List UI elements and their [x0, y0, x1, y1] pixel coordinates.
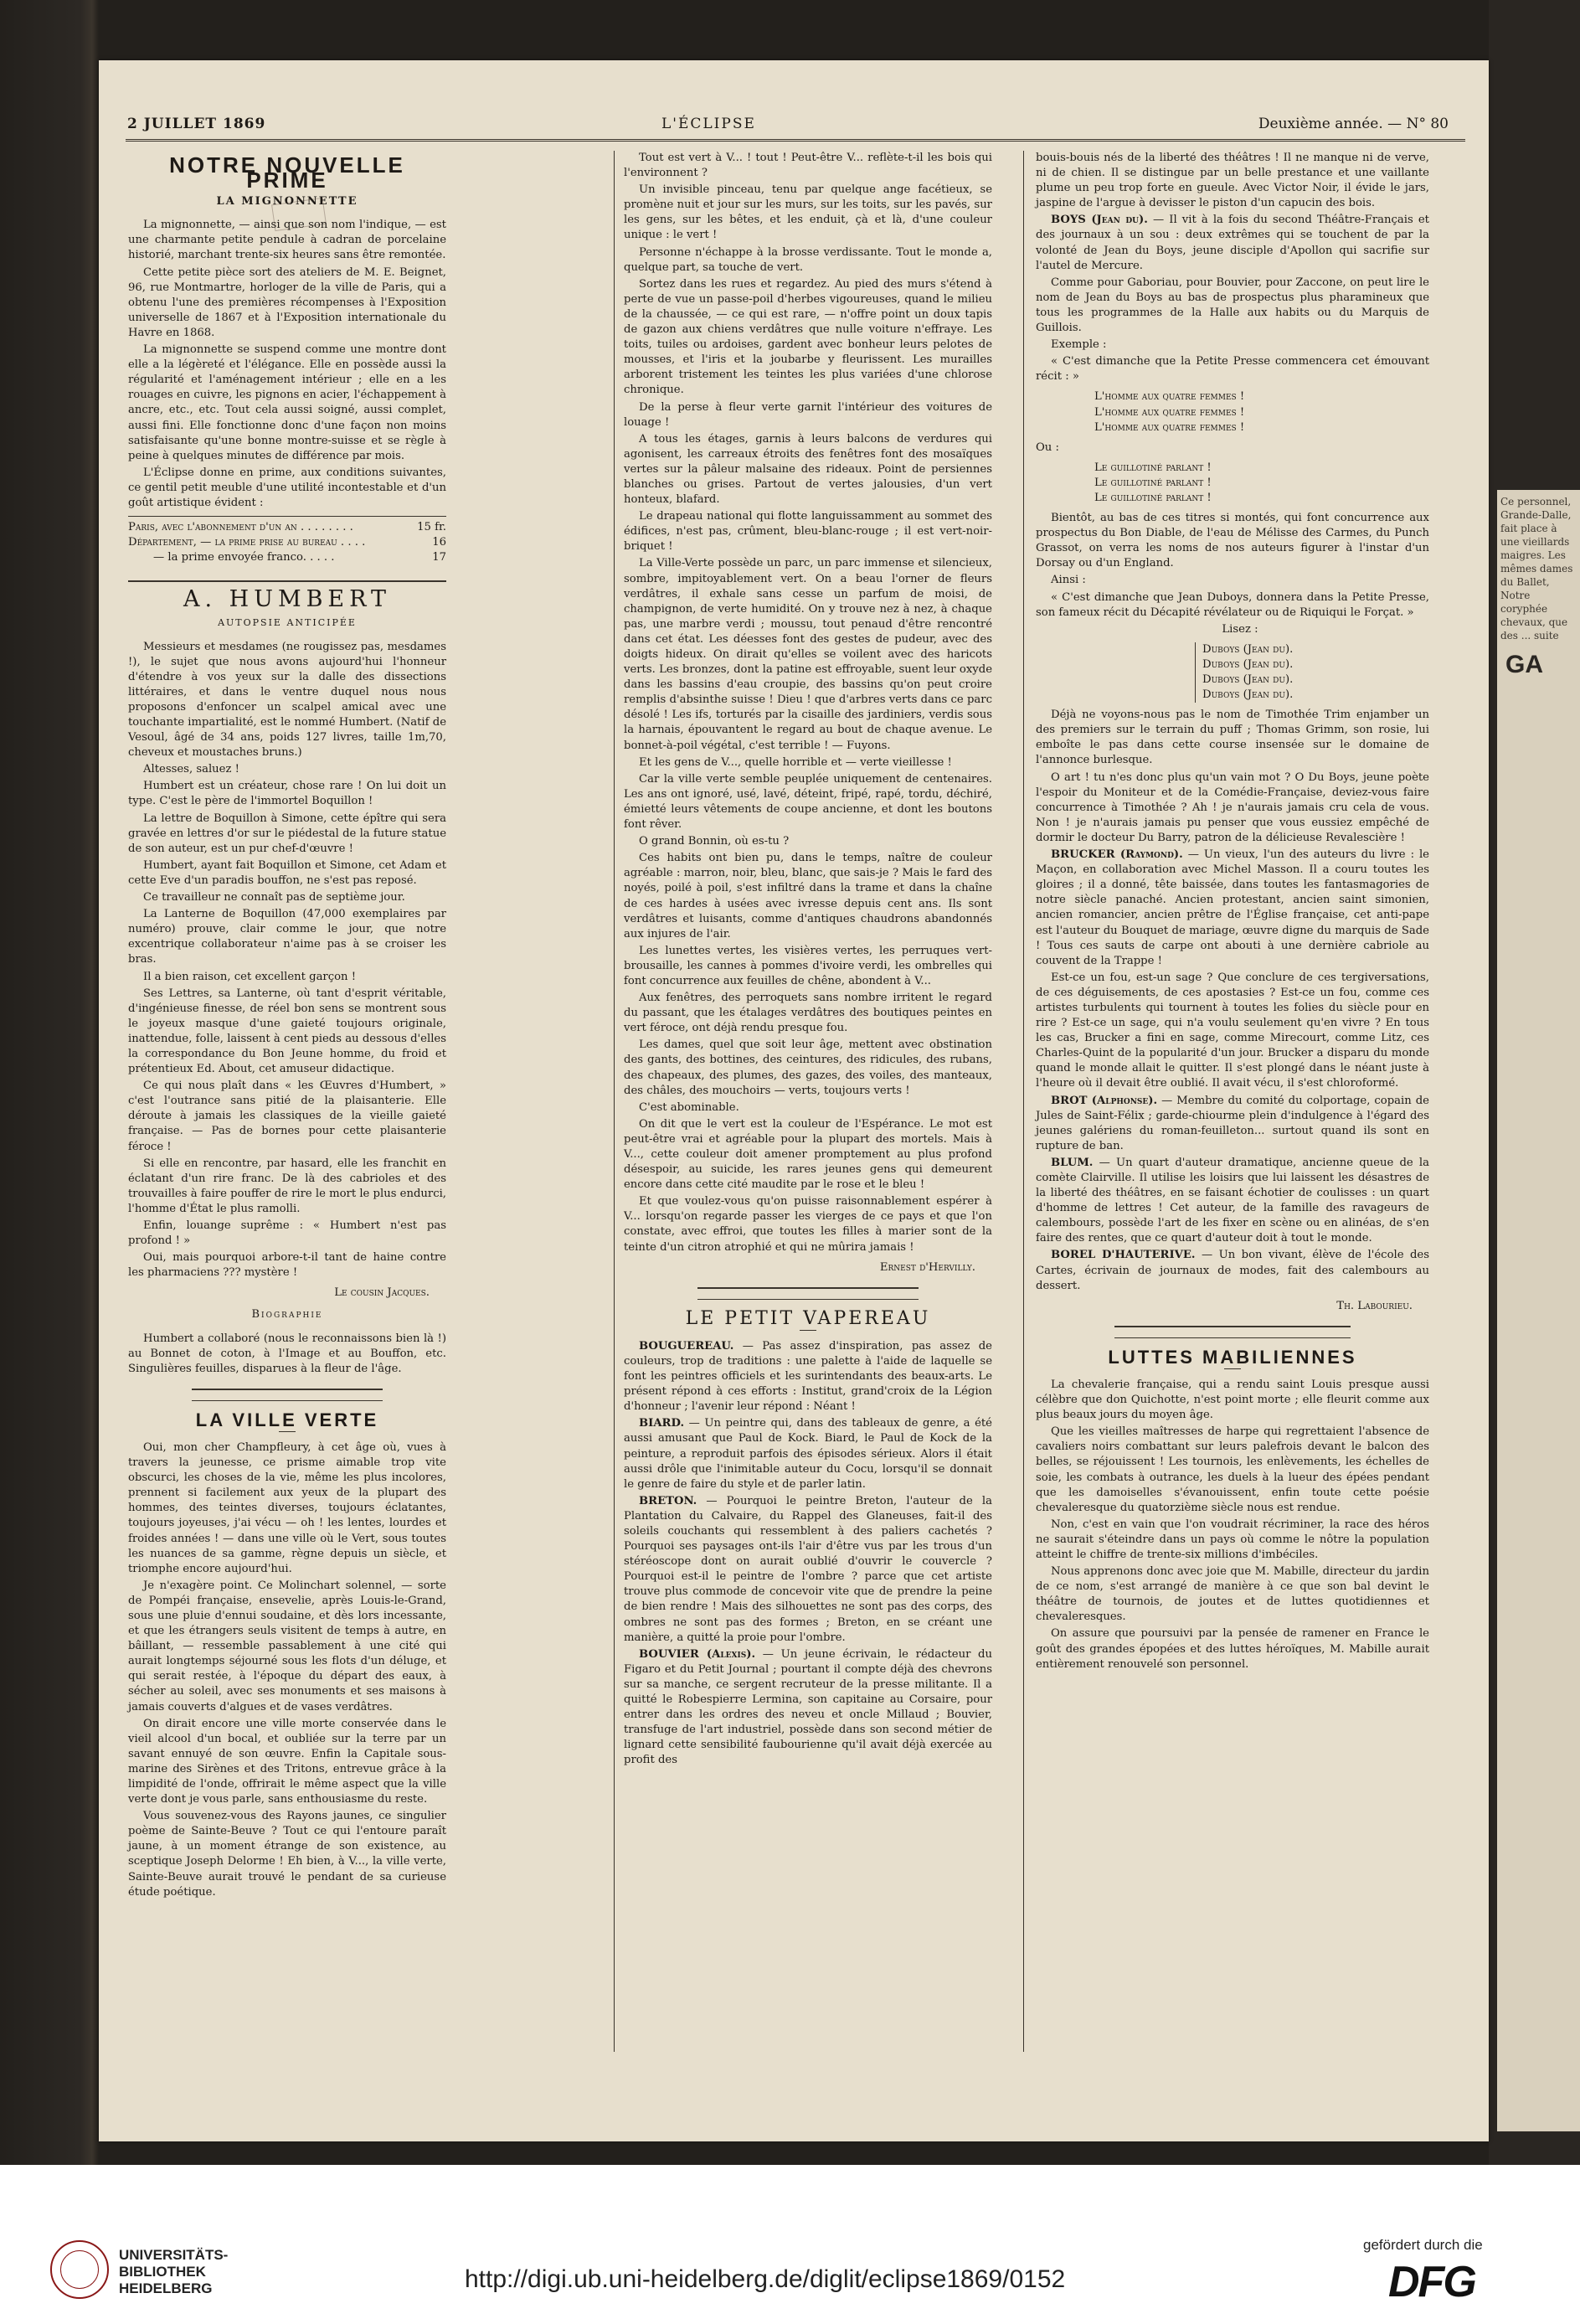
title-list-1: L'homme aux quatre femmes ! L'homme aux quatre femmes ! L'homme aux quatre femmes ! — [1094, 390, 1245, 434]
funding-note: gefördert durch die — [1363, 2237, 1483, 2253]
ville-para: Vous souvenez-vous des Rayons jaunes, ce singulier poème de Sainte-Beuve ? Tout ce qui l'entoure paraît jaune, à un moment étrange de son existence, au sceptique Joseph Delorme ! Eh bien, à V..., la ville verte, Sainte-Beuve aurait trouvé le pendant de sa curieuse étude poétique. — [128, 1810, 446, 1899]
boys-para: « C'est dimanche que la Petite Presse commencera cet émouvant récit : » — [1036, 355, 1429, 384]
next-page-heading: GA — [1505, 651, 1543, 678]
humbert-title: A. HUMBERT — [128, 580, 446, 607]
boys-para: Bientôt, au bas de ces titres si montés, qui font concurrence aux prospectus du Bon Diable, de l'eau de Mélisse des Carmes, du Punch Grassot, on verra les noms de nos auteurs figurer à l'instar d'un Dorsay ou d'un England. — [1036, 512, 1429, 570]
brucker-para: Est-ce un fou, est-un sage ? Que conclure de ces tergiversations, de ces déguisements, de ces apostasies ? Est-ce un fou, comme ces artistes turbulents qui tournent à toutes les folies du siècle pour en rire ? Est-ce un sage, qui n'a voulu seulement qu'en vivre ? En tous les cas, Brucker a fini en sage, comme Mirecourt, comme Litz, ces Charles-Quint de la popularité d'un jour. Brucker a disparu du monde quand le monde allait le quitter. Il s'est plongé dans le néant juste à l'heure où il devait être oublié. Il avait vécu, il s'est chloroformé. — [1036, 971, 1429, 1090]
humbert-para: Messieurs et mesdames (ne rougissez pas, mesdames !), le sujet que nous avons aujourd'hui l'honneur d'étendre à vos yeux sur la dalle des dissections littéraires, et dans le ventre duquel nous nous proposons d'enfoncer un scalpel amical avec une touchante impartialité, est le nommé Humbert. (Natif de Vesoul, âgé de 34 ans, poids 127 livres, taille 1m,70, cheveux et moustaches bruns.) — [128, 640, 446, 760]
boys-para: O art ! tu n'es donc plus qu'un vain mot ? O Du Boys, jeune poète l'espoir du Moniteur et de la Comédie-Française, deviez-vous faire concurrence à Timothée ? Ah ! je n'aurais jamais cru cela de vous. Non ! je n'aurais jamais pu penser que vous eussiez empêché de dormir le docteur Du Barry, patron de la délicieuse Revalescière ! — [1036, 770, 1429, 844]
luttes-para: On assure que poursuivi par la pensée de ramener en France le goût des grandes épopées et des luttes héroïques, M. Mabille aurait entièrement renouvelé son personnel. — [1036, 1627, 1429, 1671]
page-header — [126, 111, 1465, 142]
ville-cont-para: Tout est vert à V... ! tout ! Peut-être V... reflète-t-il les bois qui l'environnent ? — [624, 152, 992, 180]
ville-cont-para: Et les gens de V..., quelle horrible et — verte vieillesse ! — [639, 755, 952, 769]
ville-title: LA VILLE VERTE — [195, 1409, 379, 1430]
header-date: 2 JUILLET 1869 — [127, 116, 266, 132]
ville-cont-para: O grand Bonnin, où es-tu ? — [639, 835, 790, 848]
humbert-para: Humbert, ayant fait Boquillon et Simone, cet Adam et cette Eve d'un paradis bouffon, ne s'est pas reposé. — [128, 858, 446, 887]
ville-cont-para: Le drapeau national qui flotte languissamment au sommet des édifices, n'est pas, crûment, bleu-blanc-rouge ; il est vert-noir-briquet ! — [624, 510, 992, 554]
column-rule-1 — [614, 151, 615, 2052]
ville-cont-para: C'est abominable. — [639, 1100, 739, 1114]
brot-entry: BROT (Alphonse). — Membre du comité du colportage, copain de Jules de Saint-Félix ; garde-chiourme plein d'indulgence à l'égard des jeunes galériens du roman-feuilleton... surtout quand ils sont en rupture de ban. — [1036, 1094, 1429, 1152]
boys-para: Ainsi : — [1051, 574, 1086, 587]
vapereau-title: LE PETIT VAPEREAU — [685, 1307, 931, 1329]
next-page-edge — [1497, 490, 1580, 2131]
column-1 — [128, 151, 446, 1902]
boys-para: « C'est dimanche que Jean Duboys, donnera dans la Petite Presse, son fameux récit du Décapité révélateur ou de Riquiqui le Forçat. » — [1036, 590, 1429, 619]
ville-signature: Ernest d'Hervilly. — [879, 1260, 975, 1274]
ville-cont-para: Un invisible pinceau, tenu par quelque ange facétieux, se promène nuit et jour sur les murs, sur les toits, sur les pavés, sur les gens, sur les bêtes, et les enduit, çà et là, d'une couleur unique : le vert ! — [624, 183, 992, 242]
prime-subtitle: LA MIGNONNETTE — [216, 195, 358, 209]
ville-cont-para: On dit que le vert est la couleur de l'Espérance. Le mot est peut-être vrai et agréable pour la plupart des mortels. Mais à V..., cette couleur doit amener promptement au plus profond désespoir, au suicide, les rares jeunes gens qui demeurent encore dans cette cité maudite par le rose et le bleu ! — [624, 1117, 992, 1192]
humbert-signature: Le cousin Jacques. — [334, 1286, 430, 1300]
humbert-para: La Lanterne de Boquillon (47,000 exemplaires par numéro) prouve, clair comme le jour, que notre excentrique collaborateur n'aime pas à se croiser les bras. — [128, 908, 446, 966]
ornament-divider — [1114, 1326, 1351, 1338]
prime-title: NOTRE NOUVELLE PRIME — [169, 152, 405, 193]
ville-cont-para: Sortez dans les rues et regardez. Au pied des murs s'étend à perte de vue un passe-poil d'herbes vigoureuses, quand le milieu de la chaussée, — ce qui est rare, — n'offre point un doux tapis de gazon aux chiens verdâtres que nulle voiture n'effraye. Les toits, tuiles ou ardoises, gardent avec bonheur leurs pelotes de mousses, et l'iris et la joubarbe y fleurissent. Les murailles arborent tristement les teintes les plus variées d'une chlorose chronique. — [624, 277, 992, 397]
vapereau-entry: BOUVIER (Alexis). — Un jeune écrivain, le rédacteur du Figaro et du Petit Journal ; pourtant il compte déjà des chevrons sur sa manche, ce sergent recruteur de la presse militante. Il a quitté le Robespierre Lermina, son capitaine au Corsaire, pour entrer dans les ordres des neveu et oncle Millaud ; Bouvier, transfuge de l'art industriel, possède dans son second métier de lignard cette sensibilité faubourienne qu'il avait déjà exercée au profit des — [624, 1647, 992, 1767]
humbert-para: La lettre de Boquillon à Simone, cette épître qui sera gravée en lettres d'or sur le piédestal de la future statue de son auteur, est un pur chef-d'œuvre ! — [128, 812, 446, 855]
column-3 — [1036, 151, 1429, 1674]
library-name[interactable]: UNIVERSITÄTS- BIBLIOTHEK HEIDELBERG — [119, 2247, 229, 2296]
university-seal-icon — [50, 2240, 109, 2299]
dfg-logo[interactable]: DFG — [1388, 2258, 1475, 2306]
bouvier-cont: bouis-bouis nés de la liberté des théâtres ! Il ne manque ni de verve, ni de chien. Il se distingue par un belle prestance et une vaillante plume un peu trop forte en gueule. Avec Victor Noir, il évide le jars, jaspine de l'argue à devisser le piston d'un capucin des bois. — [1036, 152, 1429, 210]
humbert-para: Oui, mais pourquoi arbore-t-il tant de haine contre les pharmaciens ??? mystère ! — [128, 1251, 446, 1280]
luttes-para: Nous apprenons donc avec joie que M. Mabille, directeur du jardin de ce nom, s'est arrangé de manière à ce que son bal devint le théâtre de tournois, de joutes et de luttes quotidiennes et chevaleresques. — [1036, 1565, 1429, 1624]
vapereau-entry: BRETON. — Pourquoi le peintre Breton, l'auteur de la Plantation du Calvaire, du Rappel des Glaneuses, fait-il des soleils couchants qui ressemblent à des paliers cachetés ? Pourquoi ses paysages ont-ils l'air d'être vus par les trous d'un stéréoscope dont on aurait oublié d'ouvrir le couvercle ? Pourquoi est-il le peintre de l'ombre ? parce que cet artiste trouve plus commode de concevoir vite que de prendre la peine de bien rendre ! Mais des silhouettes ne sont pas des corps, des ombres ne sont pas des formes ; Breton, en se créant une manière, a quitté la proie pour l'ombre. — [624, 1494, 992, 1644]
luttes-title: LUTTES MABILIENNES — [1108, 1346, 1357, 1368]
boys-para: Déjà ne voyons-nous pas le nom de Timothée Trim enjamber un des premiers sur le terrain du puff ; Thomas Grimm, son rosie, lui emboîte le pas dans cette course insensée sur le domaine de l'annonce burlesque. — [1036, 709, 1429, 767]
ville-cont-para: A tous les étages, garnis à leurs balcons de verdures qui agonisent, les carreaux étroits des fenêtres font des mosaïques vertes sur la pâleur malsaine des rideaux. Point de persiennes blanches ou grises. Partout de vertes jalousies, d'un vert honteux, blafard. — [624, 432, 992, 507]
ville-cont-para: Aux fenêtres, des perroquets sans nombre irritent le regard du passant, que les étalages verdâtres des boutiques peintes en vert féroce, ont déjà rendu presque fou. — [624, 992, 992, 1035]
humbert-para: Altesses, saluez ! — [143, 763, 239, 776]
digitization-footer — [0, 2165, 1580, 2324]
price-row: Département, — la prime prise au bureau . . . . 16 — [128, 536, 446, 549]
title-list-2: Le guillotiné parlant ! Le guillotiné parlant ! Le guillotiné parlant ! — [1094, 461, 1212, 504]
blum-entry: BLUM. — Un quart d'auteur dramatique, ancienne queue de la comète Clairville. Il utilise les loisirs que lui laissent les désastres de la liberté des théâtres, en se faisant échotier de coulisses : un quart d'homme de lettres ! Cet auteur, de la famille des ravageurs de calembours, possède l'art de les fixer en scène ou en alinéas, de s'en faire des rentes, que ce quart d'auteur doit à tout le monde. — [1036, 1156, 1429, 1245]
column-rule-2 — [1023, 151, 1024, 2052]
boys-para: Comme pour Gaboriau, pour Bouvier, pour Zaccone, on peut lire le nom de Jean du Boys au bas de prospectus plus pharamineux que tous les programmes de la Halle aux habits ou du Marquis de Guillois. — [1036, 276, 1429, 335]
lisez-label: Lisez : — [1222, 622, 1258, 636]
vapereau-entry: BIARD. — Un peintre qui, dans des tableaux de genre, a été aussi amusant que Paul de Kock. Biard, le Paul de Kock de la peinture, a reproduit parfois des épisodes sérieux. Alors il était aussi drôle que l'inimitable auteur du Cocu, lorsqu'il se donnait le genre de faire du style et de parler latin. — [624, 1417, 992, 1491]
humbert-para: Ses Lettres, sa Lanterne, où tant d'esprit véritable, d'ingénieuse finesse, de réel bon sens se montrent sous le joyeux masque d'une gaieté toujours originale, inattendue, folle, laissent à cent pieds au dessous d'elles la correspondance du Bon Jeune homme, du froid et prétentieux Ed. About, cet amuseur didactique. — [128, 987, 446, 1076]
ville-cont-para: Car la ville verte semble peuplée uniquement de centenaires. Les ans ont ignoré, usé, lavé, déteint, fripé, rapé, tordu, déchiré, émietté leurs vêtements de coupe ancienne, et dont les boutons font rêver. — [624, 772, 992, 832]
ornament-divider — [697, 1287, 919, 1300]
ville-cont-para: Ces habits ont bien pu, dans le temps, naître de couleur agréable : marron, noir, bleu, blanc, que sais-je ? Mais le fard des noyés, poilé à poil, s'est infiltré dans la trame et dans la chaîne de ces hardes à usées avec ivresse depuis cent ans. Ils sont verdâtres et luisants, comme d'antiques chaudrons abandonnés aux injures de l'air. — [624, 852, 992, 940]
price-row: Paris, avec l'abonnement d'un an . . . . . . . . 15 fr. — [128, 521, 446, 534]
ville-para: Je n'exagère point. Ce Molinchart solennel, — sorte de Pompéi française, ensevelie, après Louis-le-Grand, sous une pluie d'ennui soudaine, et dès lors incessante, et que les étrangers seuls visitent de temps à autre, en bâillant, — ressemble passablement à une cité qui aurait longtemps séjourné sous les flots d'un déluge, et qui serait restée, à l'époque du départ des eaux, à sécher au soleil, avec ses monuments et ses maisons à jamais couverts d'algues et de vases verdâtres. — [128, 1579, 446, 1713]
humbert-para: Ce qui nous plaît dans « les Œuvres d'Humbert, » c'est l'outrance sans pitié de la plaisanterie. Elle déroute à jamais les classiques de la vieille gaieté française. — Pas de bornes pour cette plaisanterie féroce ! — [128, 1080, 446, 1153]
boys-entry: BOYS (Jean du). — Il vit à la fois du second Théâtre-Français et des journaux à un sou : deux extrêmes qui se touchent de par la volonté de Jean du Boys, jeune disciple d'Apollon qui sacrifie sur l'autel de Mercure. — [1036, 214, 1429, 272]
ville-cont-para: Les dames, quel que soit leur âge, mettent avec obstination des gants, des bottines, des ceintures, des ridicules, des rubans, des chapeaux, des plumes, des gazes, des voiles, des manteaux, des châles, des mouchoirs — verts, toujours verts ! — [624, 1038, 992, 1097]
next-page-text: Ce personnel, Grande-Dalle, fait place à une vieillards maigres. Les mêmes dames du Ballet, Notre coryphée chevaux, que des ... suite — [1500, 496, 1573, 642]
ville-cont-para: Les lunettes vertes, les visières vertes, les perruques vert-brousaille, les cannes à pommes d'ivoire verdi, les ombrelles qui font concurrence aux feuilles de chêne, abondent à V... — [624, 944, 992, 987]
prime-para: La mignonnette se suspend comme une montre dont elle a la légèreté et l'élégance. Elle en possède aussi la régularité et l'aménagement intérieur ; elle en a les rouages en cuivre, les pignons en acier, l'échappement à ancre, etc., etc. Tout cela aussi soigné, aussi complet, aussi fini. Elle fonctionne donc d'une façon non moins satisfaisante qu'une bonne montre-suisse et se règle à peine à quelques minutes de différence par mois. — [128, 343, 446, 462]
bio-text: Humbert a collaboré (nous le reconnaissons bien là !) au Bonnet de coton, à l'Image et au Bouffon, etc. Singulières feuilles, disparues à la fleur de l'âge. — [128, 1332, 446, 1375]
humbert-para: Il a bien raison, cet excellent garçon ! — [143, 970, 357, 983]
humbert-para: Si elle en rencontre, par hasard, elle les franchit en éclatant d'un rire franc. De là des cabrioles et des trouvailles à faire pouffer de rire le mort le plus endurci, l'homme d'État le plus ramolli. — [128, 1157, 446, 1215]
borel-entry: BOREL D'HAUTERIVE. — Un bon vivant, élève de l'école des Cartes, écrivain de journaux de modes, fait des calembours au dessert. — [1036, 1249, 1429, 1292]
vapereau-signature: Th. Labourieu. — [1336, 1299, 1413, 1312]
luttes-para: La chevalerie française, qui a rendu saint Louis presque aussi célèbre que don Quichotte, n'est point morte ; elle fleurit comme aux plus beaux jours du moyen âge. — [1036, 1378, 1429, 1422]
ville-para: Oui, mon cher Champfleury, à cet âge où, vues à travers la jeunesse, ce prisme aimable trop vite obscurci, les choses de la vie, même les plus incolores, prennent si facilement aux yeux de la plupart des hommes, des teintes diverses, toujours éclatantes, toujours joyeuses, j'ai vécu — oh ! les lentes, lourdes et froides années ! — dans une ville où le Vert, sous toutes les nuances de sa gamme, règne depuis un siècle, et triomphe encore aujourd'hui. — [128, 1440, 446, 1575]
humbert-para: Ce travailleur ne connaît pas de septième jour. — [143, 891, 405, 904]
ville-cont-para: De la perse à fleur verte garnit l'intérieur des voitures de louage ! — [624, 400, 992, 429]
boys-para: Exemple : — [1051, 338, 1107, 352]
prime-para: Cette petite pièce sort des ateliers de M. E. Beignet, 96, rue Montmartre, horloger de la ville de Paris, qui a obtenu l'une des premières récompenses à l'Exposition universelle de 1867 et à l'Exposition internationale du Havre en 1868. — [128, 265, 446, 339]
header-issue: Deuxième année. — N° 80 — [1258, 116, 1449, 132]
luttes-para: Non, c'est en vain que l'on voudrait récriminer, la race des héros ne saurait s'éteindre dans un pays où comme le nôtre la population atteint le chiffre de trente-six millions d'imbéciles. — [1036, 1518, 1429, 1561]
title-list-3: Duboys (Jean du). Duboys (Jean du). Duboys (Jean du). Duboys (Jean du). — [1195, 642, 1429, 703]
permalink-url[interactable]: http://digi.ub.uni-heidelberg.de/diglit/eclipse1869/0152 — [465, 2265, 1066, 2293]
ville-para: On dirait encore une ville morte conservée dans le vieil alcool d'un bocal, et oubliée sur la terre par un savant ennuyé de son œuvre. Enfin la Capitale sous-marine des Sirènes et des Tritons, entrevue grâce à la limpidité de l'onde, offrirait le même aspect que la ville verte dont je vous parle, sans enthousiasme du reste. — [128, 1717, 446, 1806]
luttes-para: Que les vieilles maîtresses de harpe qui regrettaient l'absence de cavaliers noirs combattant sur leurs palefrois devant le balcon des belles, se réjouissent ! Les tournois, les enlèvements, les échelles de soie, les combats à outrance, les duels à la lueur des épées pendant que les damoiselles s'évanouissent, enfin toute cette poésie chevaleresque du quatorzième siècle nous est rendue. — [1036, 1425, 1429, 1514]
humbert-subtitle: AUTOPSIE ANTICIPÉE — [218, 617, 357, 629]
prime-para: L'Éclipse donne en prime, aux conditions suivantes, ce gentil petit meuble d'une utilité incontestable et d'un goût artistique évident : — [128, 466, 446, 509]
brucker-entry: BRUCKER (Raymond). — Un vieux, l'un des auteurs du livre : le Maçon, en collaboration avec Michel Masson. Il a couru toutes les gloires ; il a donné, tête baissée, dans toutes les fantasmagories de notre siècle panaché. Ancien protestant, ancien saint simonien, ancien romancier, ancien prêtre de l'Église française, cet anti-pape est l'auteur du Bouquet de mariage, œuvre digne du marquis de Sade ! Tous ces sauts de carpe ont abouti à une dernière cabriole au couvent de la Trappe ! — [1036, 848, 1429, 967]
vapereau-entry: BOUGUEREAU. — Pas assez d'inspiration, pas assez de couleurs, trop de traditions : une palette à l'aide de laquelle se font les peintres officiels et les surintendants des beaux-arts. Le présent répond à ces efforts : Institut, grand'croix de la Légion d'honneur ; l'avenir leur répond : Néant ! — [624, 1339, 992, 1414]
bio-label: Biographie — [251, 1308, 323, 1322]
header-masthead: L'ÉCLIPSE — [661, 116, 756, 132]
price-row: — la prime envoyée franco. . . . . 17 — [153, 551, 446, 564]
humbert-para: Humbert est un créateur, chose rare ! On lui doit un type. C'est le père de l'immortel Boquillon ! — [128, 780, 446, 808]
ville-cont-para: La Ville-Verte possède un parc, un parc immense et silencieux, sombre, impitoyablement vert. On a beau l'orner de fleurs verdâtres, il exhale sans cesse un parfum de moisi, de champignon, de verte humidité. On y trouve nez à nez, à chaque pas, une marbre verdi ; moussu, tout penaud d'être rencontré dans cet état. Les déesses font des gestes de pudeur, avec des doigts hideux. On dirait qu'elles se voilent avec des haricots verts. Les bronzes, dont la patine est effroyable, suent leur oxyde dans les bassins d'eau croupie, des bassins qu'on peut croire remplis d'absinthe suisse ! Dieu ! que d'arbres verts dans ce parc désolé ! Les ifs, torturés par la cisaille des jardiniers, verdis sous la harnais, épouvantent le regard au bout de chaque avenue. Le bonnet-à-poil végétal, c'est terrible ! — Fuyons. — [624, 557, 992, 752]
ville-cont-para: Personne n'échappe à la brosse verdissante. Tout le monde a, quelque part, sa touche de vert. — [624, 245, 992, 274]
ou-label: Ou : — [1036, 441, 1059, 454]
ornament-divider — [192, 1389, 383, 1401]
prime-para: La mignonnette, — ainsi que son nom l'indique, — est une charmante petite pendule à cadran de porcelaine historié, marchant trente-six heures sans être remontée. — [128, 219, 446, 262]
ville-cont-para: Et que voulez-vous qu'on puisse raisonnablement espérer à V... lorsqu'on regarde passer les vierges de ce pays et que l'on constate, avec effroi, que toutes les filles à marier sont de la teinte d'un citron atrophié et qui ne mûrira jamais ! — [624, 1195, 992, 1254]
humbert-para: Enfin, louange suprême : « Humbert n'est pas profond ! » — [128, 1219, 446, 1248]
column-2 — [624, 151, 992, 1770]
